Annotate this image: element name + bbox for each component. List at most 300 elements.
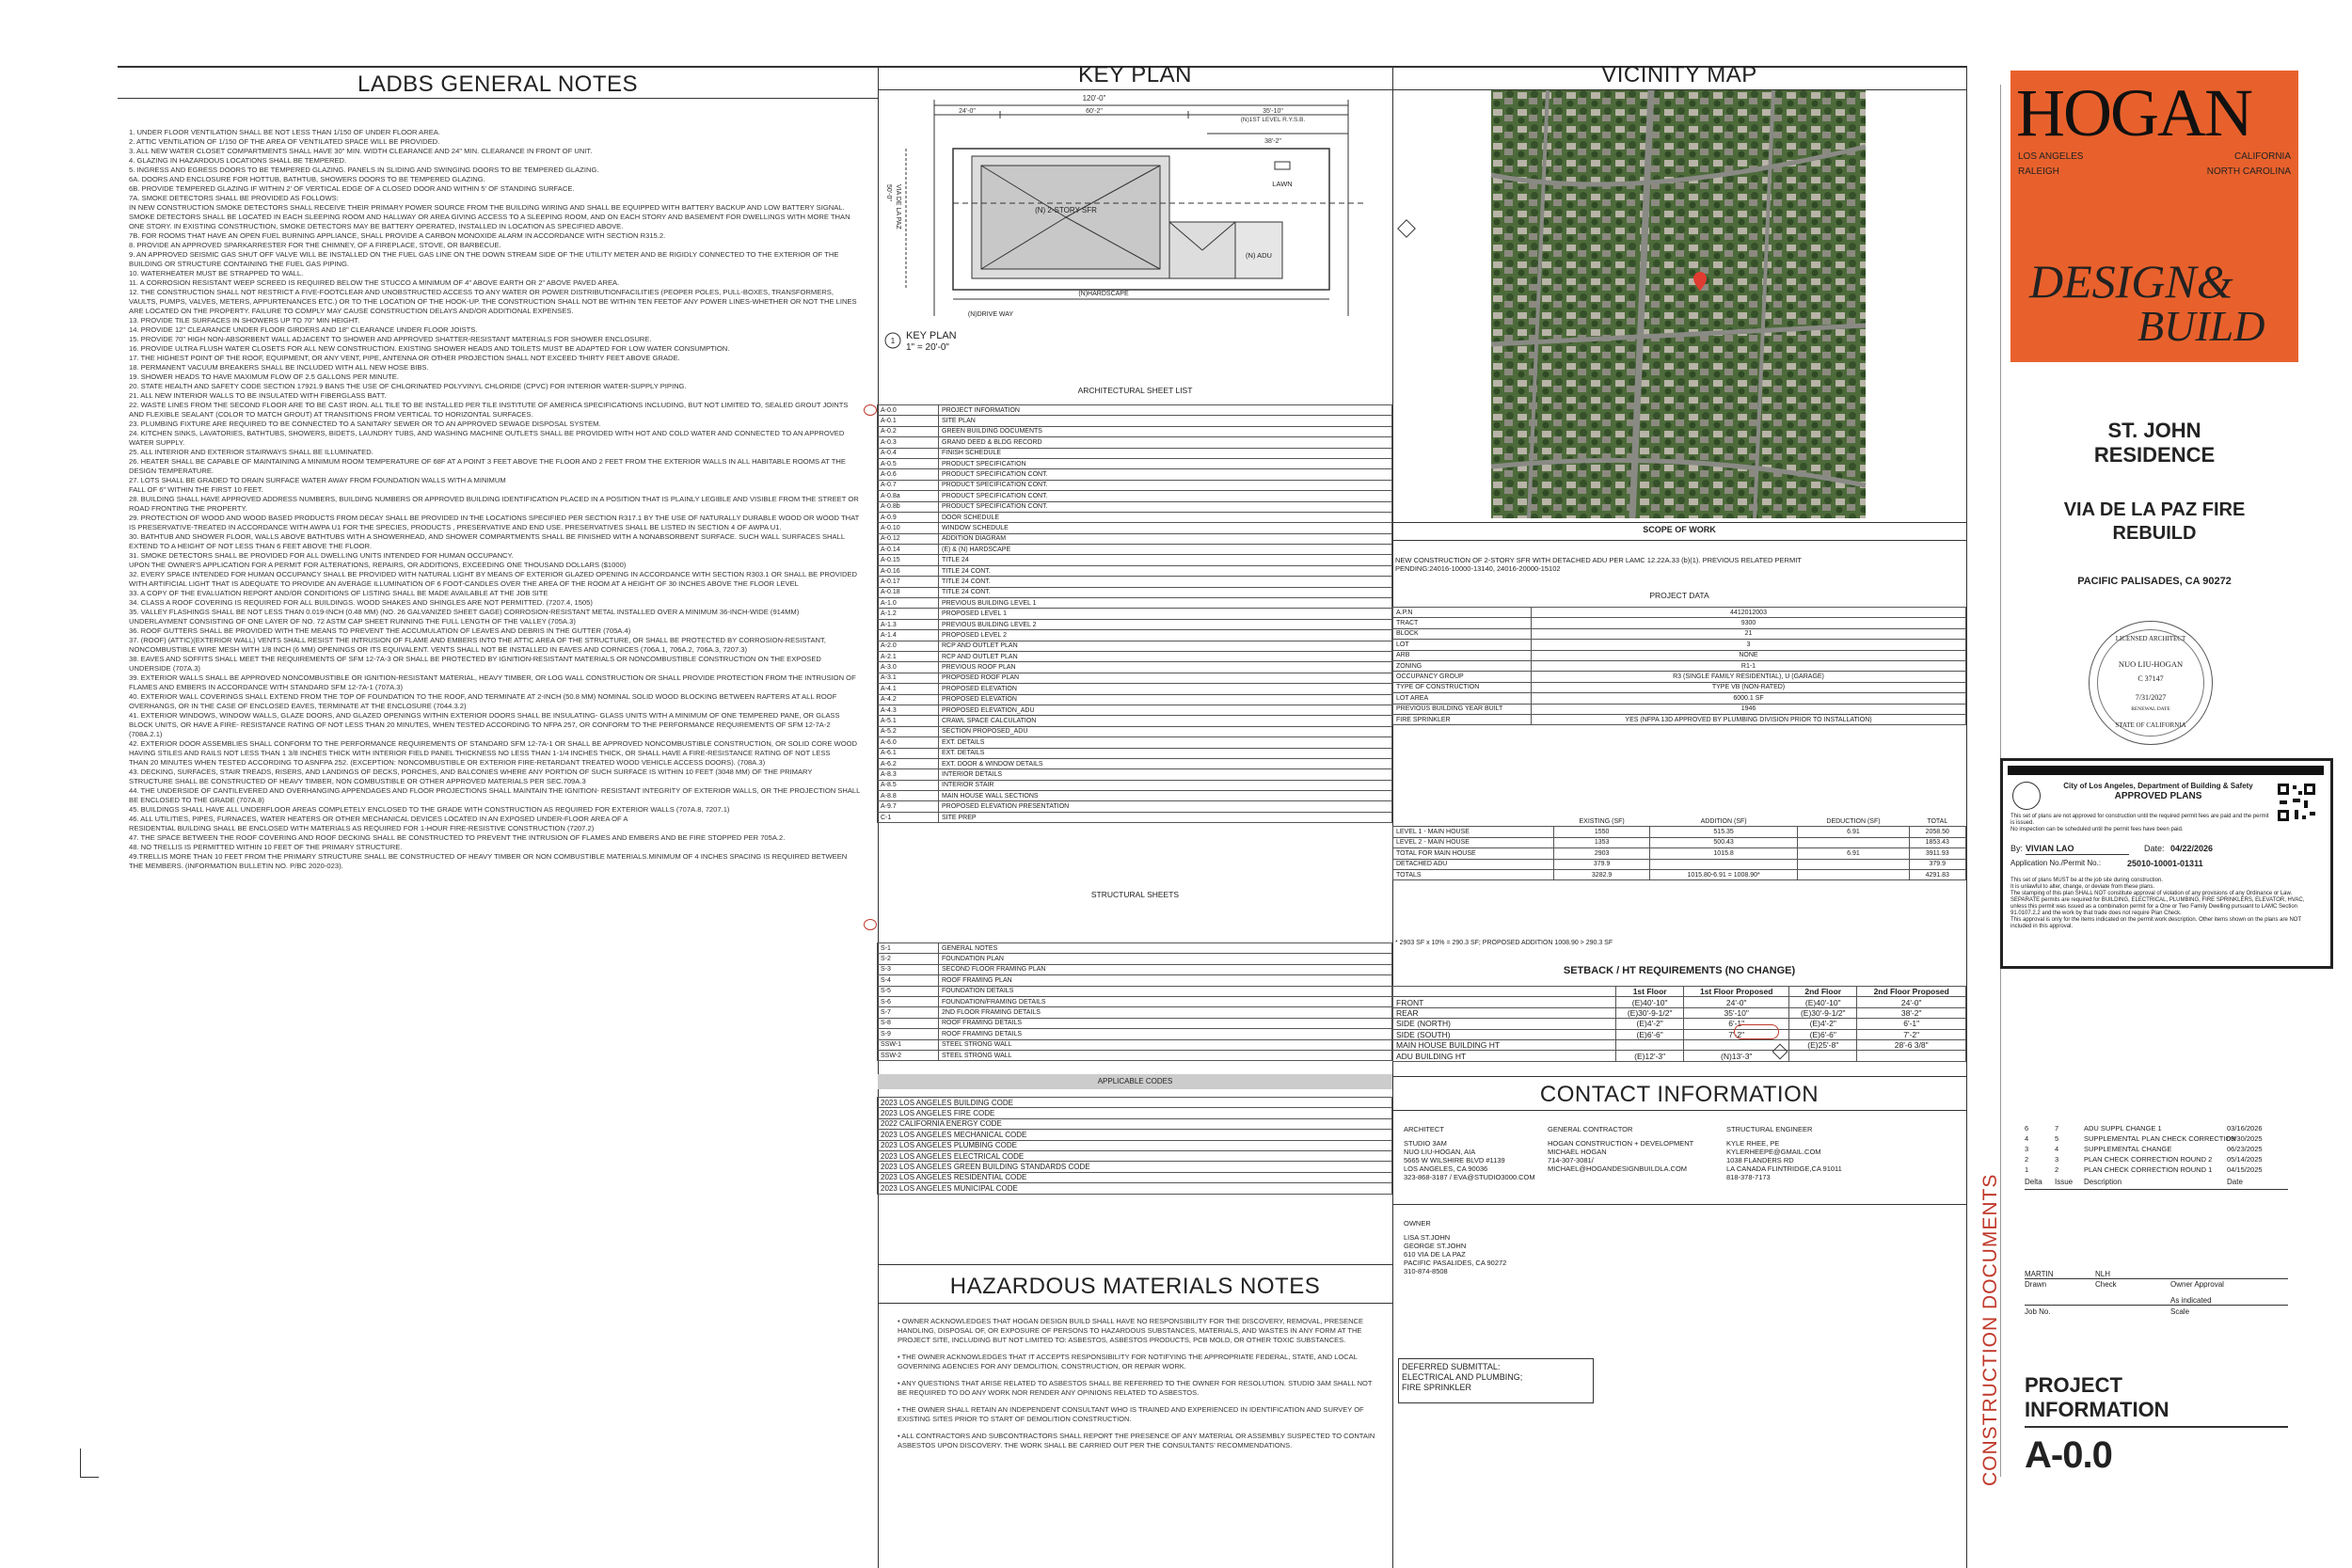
table-row [1393,1019,1966,1029]
sheet-number: A-0.0 [2025,1434,2112,1476]
sheet-desc-cell: FOUNDATION/FRAMING DETAILS [939,996,1392,1006]
table-header-row [1393,816,1966,827]
hazard-item: • THE OWNER SHALL RETAIN AN INDEPENDENT CONSULTANT WHO IS TRAINED AND EXPERIENCED IN IDENTIFICATION AND SURVEY OF EXISTING SITES PRIOR TO START OF DEMOLITION CONSTRUCTION. [898,1405,1364,1423]
project-location: PACIFIC PALISADES, CA 90272 [2077,576,2232,587]
area-footnote: * 2903 SF x 10% = 290.3 SF; PROPOSED ADDITION 1008.90 > 290.3 SF [1395,940,1613,946]
sheet-desc-cell: STEEL STRONG WALL [939,1039,1392,1050]
note-line: 21. ALL NEW INTERIOR WALLS TO BE INSULATED WITH FIBERGLASS BATT. [129,391,387,400]
stamp-note-1: This set of plans MUST be at the job site during construction. [2010,878,2163,883]
dim-b: 60'-2" [1086,108,1103,115]
revision-cell: 1 [2025,1165,2029,1174]
note-line: THE MEMBERS. (INFORMATION BULLETIN NO. P/BC 2020-023). [129,862,343,870]
note-line: 34. CLASS A ROOF COVERING IS REQUIRED FOR ALL BUILDINGS. WOOD SHAKES AND SHINGLES ARE NOT PERMITTED. (7207.4, 1505) [129,598,593,607]
note-line: 9. AN APPROVED SEISMIC GAS SHUT OFF VALVE WILL BE INSTALLED ON THE FUEL GAS LINE ON THE DOWN STREAM SIDE OF THE UTILITY METER AND BE RIGIDLY CONNECTED TO THE EXTERIOR OF THE [129,250,839,259]
table-row [1393,869,1966,879]
table-row [878,986,1392,996]
stamp-date: 04/22/2026 [2170,844,2214,853]
seal-bottom: STATE OF CALIFORNIA [2115,721,2186,729]
area-cell: 1353 [1554,837,1649,847]
sheet-number-cell: S-4 [878,975,939,986]
sheet-desc-cell: PREVIOUS BUILDING LEVEL 1 [939,598,1392,609]
table-row [1393,1029,1966,1039]
sheet-desc-cell: TITLE 24 CONT. [939,565,1392,576]
sheet-number-cell: A-0.6 [878,469,939,480]
setback-cell: SIDE (SOUTH) [1393,1029,1616,1039]
sheet-desc-cell: FOUNDATION PLAN [939,954,1392,964]
pd-label-cell: FIRE SPRINKLER [1393,714,1532,724]
note-line: 25. ALL INTERIOR AND EXTERIOR STAIRWAYS SHALL BE ILLUMINATED. [129,448,373,456]
table-row [878,469,1392,480]
note-line: UNDERLAYMENT CONSISTING OF ONE LAYER OF NO. 72 ASTM CAP SHEET RUNNING THE FULL LENGTH OF THE VALLEY (705A.3) [129,617,576,626]
sheet-desc-cell: GENERAL NOTES [939,943,1392,954]
note-line: OVERHANGS, OR IN THE CASE OF ENCLOSED EAVES, TERMINATE AT THE ENCLOSURE (7044.3.2) [129,702,467,710]
driveway-label: (N)DRIVE WAY [967,311,1014,318]
note-line: 37. (ROOF) (ATTIC)(EXTERIOR WALL) VENTS SHALL RESIST THE INTRUSION OF FLAME AND EMBERS INTO THE ATTIC AREA OF THE STRUCTURE, OR SHALL BE PROTECTED BY CORROSION-RESISTANT, [129,636,826,644]
sheet-number-cell: A-5.1 [878,716,939,726]
construction-docs-label: CONSTRUCTION DOCUMENTS [1979,1173,2001,1486]
table-row [878,662,1392,673]
notes-title: LADBS GENERAL NOTES [357,71,639,97]
sheet-desc-cell: FOUNDATION DETAILS [939,986,1392,996]
area-header-cell [1393,816,1554,827]
note-line: HAVING STILES AND RAILS NOT LESS THAN 1 3/8 INCHES THICK WITH INTERIOR FIELD PANEL THICKNESS NO LESS THAN 1-1/4 INCHES THICK, OR SHALL HAVE A FIRE-RESISTANCE RATING OF NOT LESS [129,749,831,757]
note-line: IN NEW CONSTRUCTION SMOKE DETECTORS SHALL RECEIVE THEIR PRIMARY POWER SOURCE FROM THE BUILDING WIRING AND SHALL BE EQUIPPED WITH BATTERY BACKUP AND LOW BATTERY SIGNAL. [129,203,845,212]
drawn-value: MARTIN [2025,1270,2054,1278]
sheet-desc-cell: ADDITION DIAGRAM [939,533,1392,544]
note-line: 42. EXTERIOR DOOR ASSEMBLIES SHALL CONFORM TO THE PERFORMANCE REQUIREMENTS OF STANDARD SFM 12-7A-1 OR SHALL BE APPROVED NONCOMBUSTIBLE CONSTRUCTION, OR SOLID CORE WOOD [129,739,857,748]
sheet-number-cell: A-1.2 [878,609,939,619]
contact-line: LA CANADA FLINTRIDGE,CA 91011 [1726,1164,1842,1173]
project-sub-1: VIA DE LA PAZ FIRE [2063,499,2246,520]
dim-a: 24'-0" [959,108,976,115]
table-row [878,748,1392,758]
scope-text-2: PENDING:24016-10000-13140, 24016-20000-15102 [1395,564,1561,573]
sheet-desc-cell: DOOR SCHEDULE [939,512,1392,522]
area-table [1392,816,1966,880]
table-row [1393,714,1966,724]
contact-line: KYLE RHEE, PE [1726,1139,1780,1148]
contact-line: 323-868-3187 / EVA@STUDIO3000.COM [1404,1173,1535,1181]
hazard-title: HAZARDOUS MATERIALS NOTES [949,1274,1321,1299]
sheet-number-cell: A-0.18 [878,587,939,597]
hazard-item: • ANY QUESTIONS THAT ARISE RELATED TO ASBESTOS SHALL BE REFERRED TO THE OWNER FOR RESOLUTION. STUDIO 3AM SHALL NOT BE REQUIRED TO DO ANY WORK NOR RENDER ANY OPINIONS RELATED TO ASBESTOS. [898,1379,1373,1397]
sheet-number-cell: A-0.8b [878,501,939,512]
sheet-number-cell: A-5.2 [878,726,939,736]
sheet-desc-cell: PROJECT INFORMATION [939,405,1392,416]
code-cell: 2023 LOS ANGELES MECHANICAL CODE [878,1130,1392,1140]
sheet-desc-cell: ROOF FRAMING PLAN [939,975,1392,986]
contact-line: NUO LIU-HOGAN, AIA [1404,1148,1476,1156]
area-cell [1649,859,1798,869]
sheet-number-cell: A-1.3 [878,619,939,629]
sheet-number-cell: S-8 [878,1018,939,1028]
sheet-number-cell: S-2 [878,954,939,964]
note-line: 38. EAVES AND SOFFITS SHALL MEET THE REQUIREMENTS OF SFM 12-7A-3 OR SHALL BE PROTECTED BY IGNITION-RESISTANT MATERIALS OR NONCOMBUSTIBLE CONSTRUCTION ON THE EXPOSED [129,655,821,663]
table-row [878,1108,1392,1118]
area-cell: 1853.43 [1909,837,1965,847]
note-line: WITH ARTIFICIAL LIGHT THAT IS ADEQUATE TO PROVIDE AN AVERAGE ILLUMINATION OF 6 FOOT-CANDLES OVER THE AREA OF THE ROOM AT A HEIGHT OF 30 INCHES ABOVE THE FLOOR LEVEL [129,579,799,588]
sheet-number-cell: A-3.0 [878,662,939,673]
contact-contractor [1548,1125,1736,1173]
stamp-bullet-2: No inspection can be scheduled until the permit fees have been paid. [2010,827,2184,832]
contact-line: LOS ANGELES, CA 90036 [1404,1164,1488,1173]
sheet-number-cell: A-0.15 [878,555,939,565]
note-line: ROAD FRONTING THE PROPERTY. [129,504,247,513]
note-line: UNDERSIDE (707A.3) [129,664,200,673]
code-cell: 2023 LOS ANGELES RESIDENTIAL CODE [878,1172,1392,1182]
brand-name: HOGAN [2016,75,2251,150]
table-row [878,964,1392,974]
area-cell: 3282.9 [1554,869,1649,879]
pd-label-cell: TRACT [1393,618,1532,628]
area-header-cell: DEDUCTION (SF) [1826,817,1881,825]
sheet-desc-cell: PREVIOUS ROOF PLAN [939,662,1392,673]
table-row [1393,1007,1966,1018]
deferred-submittal-box [1398,1358,1594,1403]
codes-title: APPLICABLE CODES [878,1074,1392,1089]
key-plan-drawing [878,90,1392,372]
arch-sheet-table [877,404,1392,823]
scope-title-rule [1392,540,1966,541]
sheet-number-cell: A-8.8 [878,791,939,801]
setback-cell [1616,1039,1684,1050]
setback-cell: 24'-0" [1857,997,1966,1007]
setback-cell: 7'-2" [1684,1029,1789,1039]
sheet-desc-cell: PROPOSED ELEVATION [939,684,1392,694]
area-cell: 2058.50 [1909,827,1965,837]
area-cell [1798,859,1909,869]
table-row [878,1098,1392,1108]
contact-bottom-rule [1392,1204,1966,1205]
pd-value-cell: 9300 [1532,618,1966,628]
table-row [878,812,1392,822]
sheet-desc-cell: PRODUCT SPECIFICATION [939,458,1392,468]
setback-cell [1789,1051,1857,1061]
street-width: 50'-0" [885,184,892,201]
contact-heading: OWNER [1404,1219,1431,1227]
pd-value-cell: 3 [1532,640,1966,650]
contact-line: 818-378-7173 [1726,1173,1771,1181]
sheet-number-cell: A-0.2 [878,426,939,436]
sheet-desc-cell: 2ND FLOOR FRAMING DETAILS [939,1007,1392,1018]
stamp-status: APPROVED PLANS [2114,791,2202,801]
deferred-line: ELECTRICAL AND PLUMBING; [1402,1372,1523,1382]
sheet-number-cell: S-6 [878,996,939,1006]
note-line: 46. ALL UTILITIES, PIPES, FURNACES, WATER HEATERS OR OTHER MECHANICAL DEVICES LOCATED IN AN EXPOSED UNDER-FLOOR AREA OF A [129,815,628,823]
drawn-label: Drawn [2025,1280,2047,1289]
note-line: 6B. PROVIDE TEMPERED GLAZING IF WITHIN 2' OF VERTICAL EDGE OF A CLOSED DOOR AND WITHIN 5' OF STANDING SURFACE. [129,184,575,193]
sheet-number-cell: A-1.0 [878,598,939,609]
setback-cell: 24'-0" [1684,997,1789,1007]
sheet-number-cell: S-3 [878,964,939,974]
project-name-1: ST. JOHN [2107,419,2201,442]
pd-value-cell: 1946 [1532,704,1966,714]
sheet-desc-cell: FINISH SCHEDULE [939,448,1392,458]
pd-label-cell: LOT AREA [1393,693,1532,704]
setback-header-cell: 1st Floor [1616,987,1684,997]
brand-loc2-right: NORTH CAROLINA [2206,166,2291,177]
contact-line: PACIFIC PASALIDES, CA 90272 [1404,1259,1507,1267]
note-line: 24. KITCHEN SINKS, LAVATORIES, BATHTUBS, SHOWERS, BIDETS, LAUNDRY TUBS, AND WASHING MACHINE OUTLETS SHALL BE PROVIDED WITH HOT AND COLD WATER AND CONNECTED TO AN APPROVED [129,429,845,437]
general-notes-list [129,128,872,871]
note-line: BLOCK UNITS, OR HAVE A FIRE- RESISTANCE RATING OF NOT LESS THAN 20 MINUTES, WHEN TESTED ACCORDING TO NFPA 257, OR CONFORM TO THE PERFORMANCE REQUIREMENTS OF SFM 12-7A-2 [129,721,831,729]
table-row [878,641,1392,651]
area-cell: TOTALS [1393,869,1554,879]
revision-cell: 04/15/2025 [2227,1165,2263,1174]
note-line: 10. WATERHEATER MUST BE STRAPPED TO WALL. [129,269,304,277]
contact-heading: STRUCTURAL ENGINEER [1726,1125,1813,1133]
sheet-number-cell: A-0.12 [878,533,939,544]
sheet-desc-cell: GREEN BUILDING DOCUMENTS [939,426,1392,436]
sheet-desc-cell: TITLE 24 CONT. [939,577,1392,587]
brand-loc1-right: CALIFORNIA [2233,151,2291,162]
code-cell: 2023 LOS ANGELES BUILDING CODE [878,1098,1392,1108]
area-cell: 515.35 [1649,827,1798,837]
stamp-by-label: By: [2010,844,2024,853]
note-line: 31. SMOKE DETECTORS SHALL BE PROVIDED FOR ALL DWELLING UNITS INTENDED FOR HUMAN OCCUPANCY. [129,551,514,560]
table-row [1393,608,1966,618]
setback-header-cell: 2nd Floor [1789,987,1857,997]
table-row [878,1183,1392,1194]
rev-h-desc: Description [2084,1178,2122,1186]
note-line: 49.TRELLIS MORE THAN 10 FEET FROM THE PRIMARY STRUCTURE SHALL BE CONSTRUCTED OF HEAVY TIMBER OR NON COMBUSTIBLE MATERIALS.MINIMUM OF 4 INCHES SPACING IS REQUIRED BETWEEN [129,852,848,861]
pd-value-cell: 4412012003 [1532,608,1966,618]
project-sub-2: REBUILD [2112,523,2197,544]
sheet-desc-cell: RCP AND OUTLET PLAN [939,651,1392,661]
project-name-2: RESIDENCE [2093,443,2216,467]
area-cell: 6.91 [1798,827,1909,837]
table-row [878,480,1392,490]
setback-cell: (E)40'-10" [1616,997,1684,1007]
sheet-desc-cell: WINDOW SCHEDULE [939,523,1392,533]
check-value: NLH [2095,1270,2111,1278]
contact-line: 610 VIA DE LA PAZ [1404,1250,1466,1259]
table-row [878,1039,1392,1050]
sheet-number-cell: S-9 [878,1029,939,1039]
seal-renewal: RENEWAL DATE [2131,706,2170,712]
revision-cell: 3 [2055,1155,2059,1164]
note-line: BE ENCLOSED TO THE GRADE (707A.8) [129,796,264,804]
sheet-desc-cell: MAIN HOUSE WALL SECTIONS [939,791,1392,801]
revision-cell: SUPPLEMENTAL CHANGE [2084,1145,2172,1153]
setback-header-cell: 1st Floor Proposed [1684,987,1789,997]
area-cell [1798,837,1909,847]
pd-label-cell: ARB [1393,650,1532,660]
table-row [878,673,1392,683]
sheet-number-cell: S-7 [878,1007,939,1018]
table-row [878,405,1392,416]
contact-engineer [1726,1125,1915,1181]
titleblock-info [2025,1270,2297,1326]
hazard-item: • ALL CONTRACTORS AND SUBCONTRACTORS SHALL REPORT THE PRESENCE OF ANY MATERIAL OR ASSEMBLY SUSPECTED TO CONTAIN ASBESTOS UPON DISCOVERY. THE WORK SHALL BE CARRIED OUT PER THE CONSULTANTS' RECOMMENDATIONS. [898,1432,1375,1449]
table-row [878,523,1392,533]
table-row [1393,1051,1966,1061]
brand-loc1-left: LOS ANGELES [2018,151,2084,162]
note-line: FALL OF 6" WITHIN THE FIRST 10 FEET. [129,485,263,494]
crop-mark-bl [80,1449,81,1477]
hazard-item: • THE OWNER ACKNOWLEDGES THAT IT ACCEPTS RESPONSIBILITY FOR NOTIFYING THE APPROPRIATE FEDERAL, STATE, AND LOCAL GOVERNING AGENCIES FOR ANY DEMOLITION, CONSTRUCTION, OR REPAIR WORK. [898,1353,1358,1370]
table-row [878,943,1392,954]
note-line: 1. UNDER FLOOR VENTILATION SHALL BE NOT LESS THAN 1/150 OF UNDER FLOOR AREA. [129,128,440,136]
area-cell: 4291.83 [1909,869,1965,879]
revision-cell: PLAN CHECK CORRECTION ROUND 1 [2084,1165,2213,1174]
sheet-number-cell: SSW-1 [878,1039,939,1050]
hardscape-label: (N)HARDSCAPE [1078,291,1129,297]
revision-cell: SUPPLEMENTAL PLAN CHECK CORRECTION [2084,1134,2236,1143]
pd-label-cell: A.P.N [1393,608,1532,618]
table-row [878,501,1392,512]
note-line: 3. ALL NEW WATER CLOSET COMPARTMENTS SHALL HAVE 30" MIN. WIDTH CLEARANCE AND 24" MIN. CLEARANCE IN FRONT OF UNIT. [129,147,593,155]
project-data-table [1392,607,1966,725]
area-cell: 3911.93 [1909,848,1965,859]
sheet-number-cell: A-0.10 [878,523,939,533]
sheet-number-cell: A-2.0 [878,641,939,651]
contact-line: STUDIO 3AM [1404,1139,1447,1148]
scope-top-rule [1392,522,1966,523]
job-no: Job No. [2025,1307,2051,1316]
note-line: 22. WASTE LINES FROM THE SECOND FLOOR ARE TO BE CAST IRON. ALL TILE TO BE INSTALLED PER TILE INSTITUTE OF AMERICA SPECIFICATIONS INCLUDING, BUT NOT LIMITED TO, SEALED GROUT JOINTS [129,401,849,409]
area-cell: 2903 [1554,848,1649,859]
sheet-desc-cell: INTERIOR DETAILS [939,769,1392,780]
table-row [1393,704,1966,714]
qr-code-icon [2276,782,2317,823]
sheet-desc-cell: PRODUCT SPECIFICATION CONT. [939,501,1392,512]
hazard-notes-list [894,1317,1383,1458]
contact-heading: GENERAL CONTRACTOR [1548,1125,1633,1133]
project-subtitle [2010,499,2298,546]
table-row [878,577,1392,587]
note-line: 44. THE UNDERSIDE OF CANTILEVERED AND OVERHANGING APPENDAGES AND FLOOR PROJECTIONS SHALL MAINTAIN THE IGNITION- RESISTANT INTEGRITY OF EXTERIOR WALLS, OR THE PROJECTION SHALL [129,786,861,795]
revision-cell: 03/16/2026 [2227,1124,2263,1132]
setback-cell: ADU BUILDING HT [1393,1051,1616,1061]
table-row [1393,628,1966,639]
setback-cell: (E)40'-10" [1789,997,1857,1007]
delta-tag-icon [1397,219,1416,238]
note-line: 41. EXTERIOR WINDOWS, WINDOW WALLS, GLAZE DOORS, AND GLAZED OPENINGS WITHIN EXTERIOR DOORS SHALL BE INSULATING- GLASS UNITS WITH A MINIMUM OF ONE TEMPERED PANE, OR GLASS [129,711,840,720]
note-line: VAULTS, PUMPS, VALVES, METERS, APPURTENANCES ETC.) OR TO THE LOCATION OF THE HOOK-UP. THE CONSTRUCTION SHALL NOT BE WITHIN TEN FEETOF ANY POWER LINES-WHETHER OR NOT THE LINES [129,297,857,306]
sheet-desc-cell: ROOF FRAMING DETAILS [939,1018,1392,1028]
table-row [878,694,1392,705]
brand-logo [2010,71,2298,362]
note-line: 6A. DOORS AND ENCLOSURE FOR HOTTUB, BATHTUB, SHOWERS DOORS TO BE TEMPERED GLAZING. [129,175,485,183]
seal-date: 7/31/2027 [2135,693,2167,702]
sheet-number-cell: SSW-2 [878,1050,939,1060]
note-line: 32. EVERY SPACE INTENDED FOR HUMAN OCCUPANCY SHALL BE PROVIDED WITH NATURAL LIGHT BY MEANS OF EXTERIOR GLAZED OPENING IN ACCORDANCE WITH SECTION R303.1 OR SHALL BE PROVIDED [129,570,858,578]
sheet-desc-cell: PROPOSED ROOF PLAN [939,673,1392,683]
sheet-desc-cell: PREVIOUS BUILDING LEVEL 2 [939,619,1392,629]
sheet-desc-cell: GRAND DEED & BLDG RECORD [939,437,1392,448]
code-cell: 2023 LOS ANGELES PLUMBING CODE [878,1140,1392,1150]
contact-title-rule [1392,1110,1966,1111]
contact-line: KYLERHEEPE@GMAIL.COM [1726,1148,1821,1156]
stamp-note-2: It is unlawful to alter, change, or deviate from these plans. [2010,884,2155,890]
table-row [878,565,1392,576]
sheet-desc-cell: (E) & (N) HARDSCAPE [939,545,1392,555]
sheet-desc-cell: TITLE 24 CONT. [939,587,1392,597]
contact-line: GEORGE ST.JOHN [1404,1242,1467,1250]
project-name [2010,419,2298,467]
sheet-number-cell: A-0.1 [878,416,939,426]
table-row [878,705,1392,715]
note-line: 23. PLUMBING FIXTURE ARE REQUIRED TO BE CONNECTED TO A SANITARY SEWER OR TO AN APPROVED SEWAGE DISPOSAL SYSTEM. [129,420,601,428]
area-header-cell: ADDITION (SF) [1700,817,1747,825]
vicinity-title: VICINITY MAP [1601,62,1757,87]
revision-list [2025,1124,2297,1176]
stamp-by: VIVIAN LAO [2026,844,2074,853]
setback-cell: SIDE (NORTH) [1393,1019,1616,1029]
sheet-desc-cell: PRODUCT SPECIFICATION CONT. [939,469,1392,480]
note-line: 18. PERMANENT VACUUM BREAKERS SHALL BE INCLUDED WITH ALL NEW HOSE BIBS. [129,363,429,372]
contact-line: MICHAEL HOGAN [1548,1148,1607,1156]
sheet-number-cell: A-1.4 [878,630,939,641]
sfr-label: (N) 2-STORY SFR [1035,206,1097,214]
note-line: 29. PROTECTION OF WOOD AND WOOD BASED PRODUCTS FROM DECAY SHALL BE PROVIDED IN THE LOCATIONS SPECIFIED PER SECTION R317.1 BY THE USE OF NATURALLY DURABLE WOOD OR WOOD THAT [129,514,860,522]
scale-label: Scale [2170,1307,2190,1316]
sheet-desc-cell: RCP AND OUTLET PLAN [939,641,1392,651]
table-row [878,996,1392,1006]
pd-value-cell: TYPE VB (NON-RATED) [1532,682,1966,692]
pd-value-cell: R3 (SINGLE FAMILY RESIDENTIAL), U (GARAGE) [1532,672,1966,682]
contact-heading: ARCHITECT [1404,1125,1444,1133]
area-header-cell: TOTAL [1927,817,1948,825]
sheet-desc-cell: PROPOSED LEVEL 2 [939,630,1392,641]
pd-value-cell: 6000.1 SF [1532,693,1966,704]
area-cell: LEVEL 1 - MAIN HOUSE [1393,827,1554,837]
setback-table [1392,986,1966,1062]
note-line: 7B. FOR ROOMS THAT HAVE AN OPEN FUEL BURNING APPLIANCE, SHALL PROVIDE A CARBON MONOXIDE ALARM IN ACCORDANCE WITH SECTION R315.2. [129,231,666,240]
note-line: 13. PROVIDE TILE SURFACES IN SHOWERS UP TO 70" MIN HEIGHT. [129,316,360,325]
key-plan-title: KEY PLAN [1078,62,1192,87]
revision-cell: 2 [2025,1155,2029,1164]
note-line: 35. VALLEY FLASHINGS SHALL BE NOT LESS THAN 0.019-INCH (0.48 MM) (NO. 26 GALVANIZED SHEET GAGE) CORROSION-RESISTANT METAL INSTALLED OVER A MINIMUM 36-INCH-WIDE (914MM) [129,608,800,616]
pd-label-cell: ZONING [1393,660,1532,671]
note-line: ARE LOCATED ON THE PROPERTY. FAILURE TO COMPLY MAY CAUSE CONSTRUCTION DELAYS AND/OR ADDITIONAL EXPENSES. [129,307,574,315]
col-divider-3 [1966,66,1967,1568]
sheet-number-cell: A-0.8a [878,491,939,501]
stamp-note-3: The stamping of this plan SHALL NOT constitute approval of violation of any provisions of any Ordinance or Law. [2010,891,2293,896]
note-line: 7A. SMOKE DETECTORS SHALL BE PROVIDED AS FOLLOWS: [129,194,339,202]
sheet-desc-cell: TITLE 24 [939,555,1392,565]
note-line: 36. ROOF GUTTERS SHALL BE PROVIDED WITH THE MEANS TO PREVENT THE ACCUMULATION OF LEAVES AND DEBRIS IN THE GUTTER (705A.4) [129,626,631,635]
area-cell [1798,869,1909,879]
sheet-desc-cell: SECOND FLOOR FRAMING PLAN [939,964,1392,974]
deferred-line: DEFERRED SUBMITTAL: [1402,1362,1501,1371]
table-row [1393,682,1966,692]
contact-line: HOGAN CONSTRUCTION + DEVELOPMENT [1548,1139,1694,1148]
table-row [878,801,1392,812]
table-row [878,1150,1392,1161]
revision-cell: 4 [2055,1145,2059,1153]
area-cell: LEVEL 2 - MAIN HOUSE [1393,837,1554,847]
table-row [878,1130,1392,1140]
note-line: 16. PROVIDE ULTRA FLUSH WATER CLOSETS FOR ALL NEW CONSTRUCTION. EXISTING SHOWER HEADS AND TOILETS MUST BE ADAPTED FOR LOW WATER CONSUMPTION. [129,344,730,353]
setback-header-cell: 2nd Floor Proposed [1857,987,1966,997]
table-row [1393,660,1966,671]
contact-line: 1038 FLANDERS RD [1726,1156,1794,1164]
adu-label: (N) ADU [1246,251,1272,260]
table-row [878,426,1392,436]
scope-text-1: NEW CONSTRUCTION OF 2-STORY SFR WITH DETACHED ADU PER LAMC 12.22A.33 (b)(1). PREVIOUS RELATED PERMIT [1395,556,1802,564]
setback-cell: (E)6'-6" [1789,1029,1857,1039]
setback-cell: 35'-10" [1684,1007,1789,1018]
area-cell: 1550 [1554,827,1649,837]
contact-owner [1404,1219,1592,1275]
sheet-desc-cell: PRODUCT SPECIFICATION CONT. [939,491,1392,501]
table-row [878,448,1392,458]
sheet-number-cell: A-8.3 [878,769,939,780]
pd-label-cell: LOT [1393,640,1532,650]
table-row [1393,640,1966,650]
